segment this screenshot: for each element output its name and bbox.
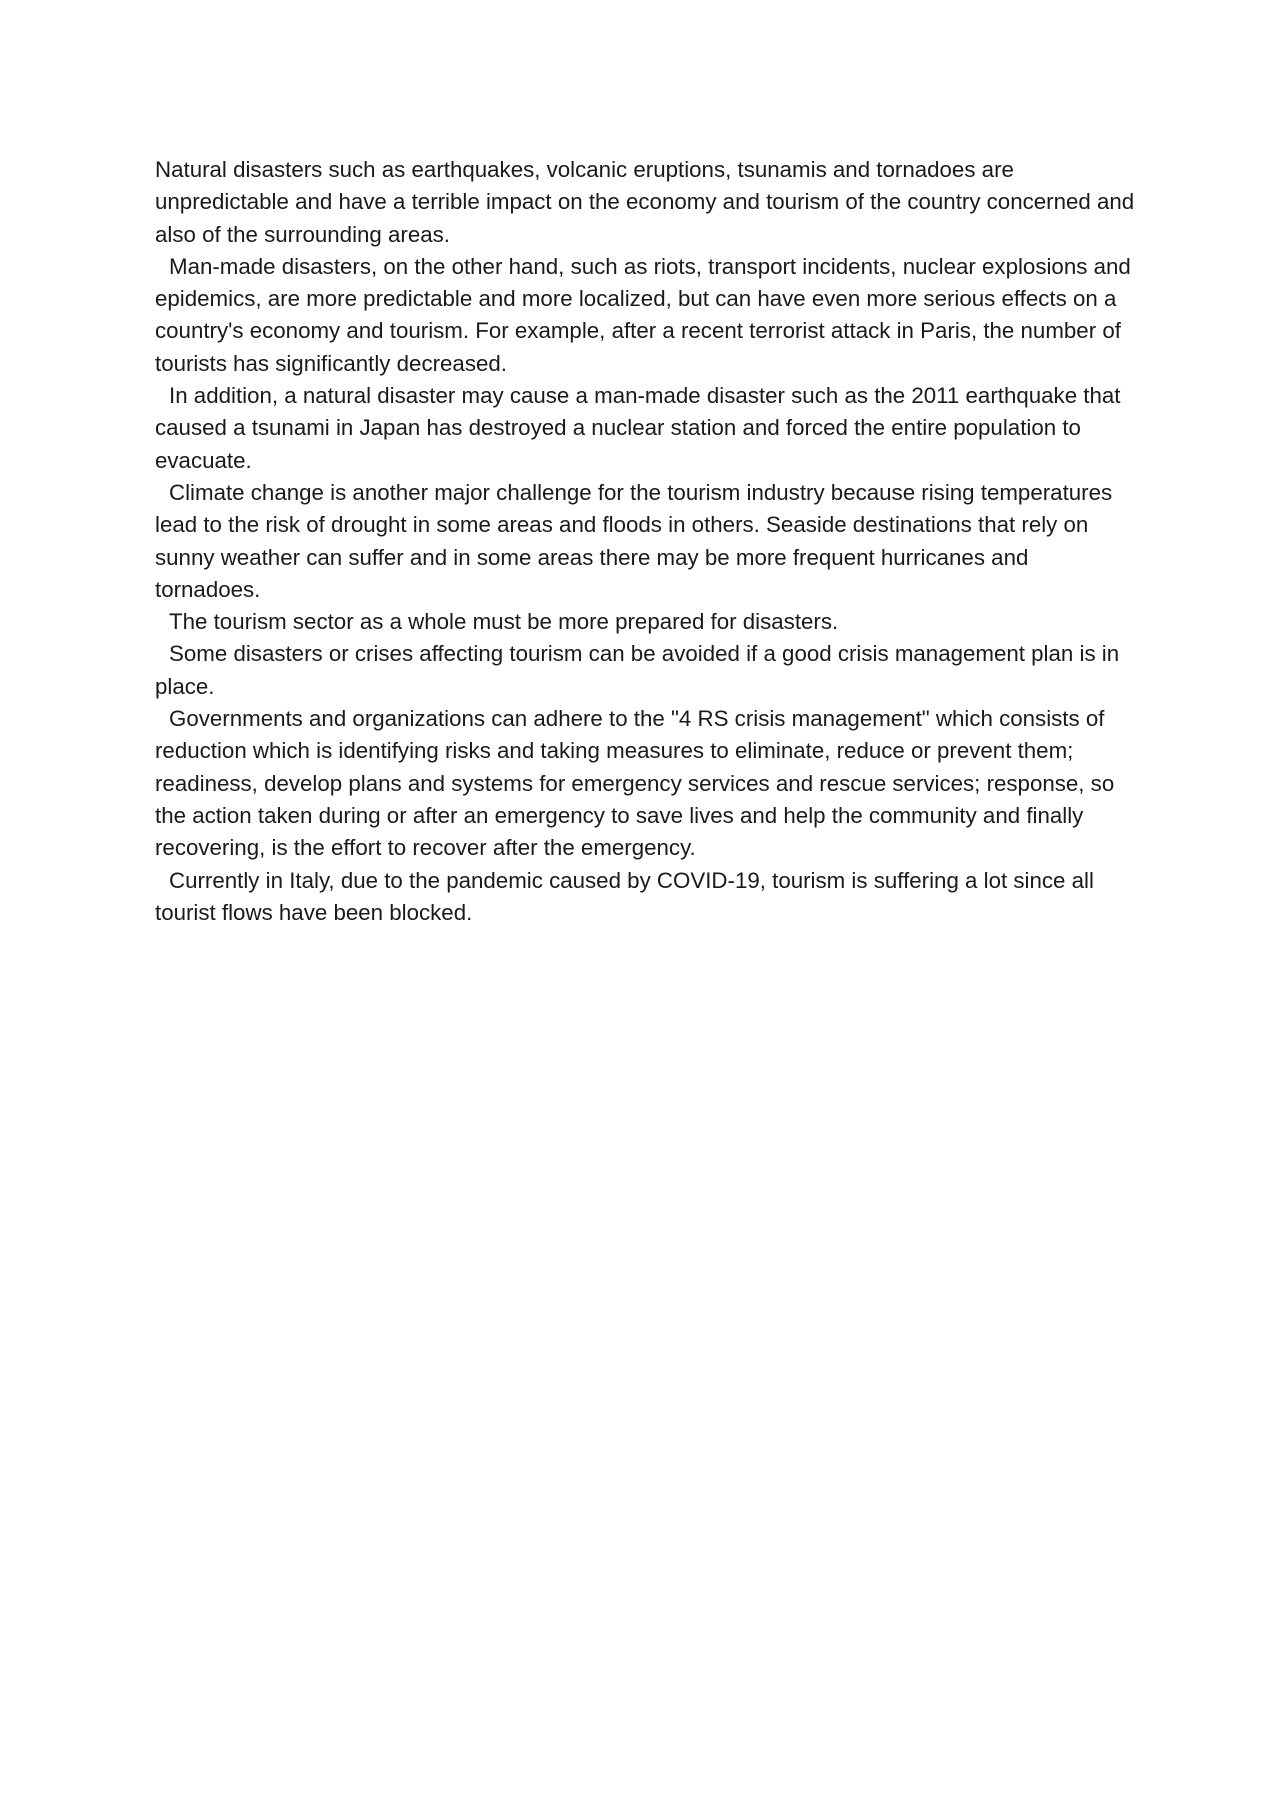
paragraph-preparedness: The tourism sector as a whole must be more prepared for disasters. [169, 609, 839, 635]
paragraph-natural-disasters: Natural disasters such as earthquakes, volcanic eruptions, tsunamis and tornadoes are unpredictable and have a terrible impact on the economy and tourism of the country concerned and also of the surrounding areas. [155, 157, 1135, 247]
paragraph-climate-change: Climate change is another major challenge for the tourism industry because rising temperatures lead to the risk of drought in some areas and floods in others. Seaside destinations that rely on sunny weather can suffer and in some areas there may be more frequent hurricanes and tornadoes. [155, 479, 1113, 602]
paragraph-4rs-management: Governments and organizations can adhere to the "4 RS crisis management" which consists of reduction which is identifying risks and taking measures to eliminate, reduce or prevent them; readiness, develop plans and systems for emergency services and rescue services; response, so the action taken during or after an emergency to save lives and help the community and finally recovering, is the effort to recover after the emergency. [155, 706, 1115, 861]
paragraph-covid-italy: Currently in Italy, due to the pandemic caused by COVID-19, tourism is suffering a lot since all tourist flows have been blocked. [155, 867, 1094, 925]
paragraph-man-made-disasters: Man-made disasters, on the other hand, such as riots, transport incidents, nuclear explosions and epidemics, are more predictable and more localized, but can have even more serious effects on a country's economy and tourism. For example, after a recent terrorist attack in Paris, the number of tourists has significantly decreased. [155, 253, 1131, 376]
body-text [155, 154, 1135, 929]
paragraph-crisis-plan: Some disasters or crises affecting tourism can be avoided if a good crisis management plan is in place. [155, 641, 1120, 699]
paragraph-combined-disasters: In addition, a natural disaster may cause a man-made disaster such as the 2011 earthquake that caused a tsunami in Japan has destroyed a nuclear station and forced the entire population to evacuate. [155, 383, 1121, 473]
